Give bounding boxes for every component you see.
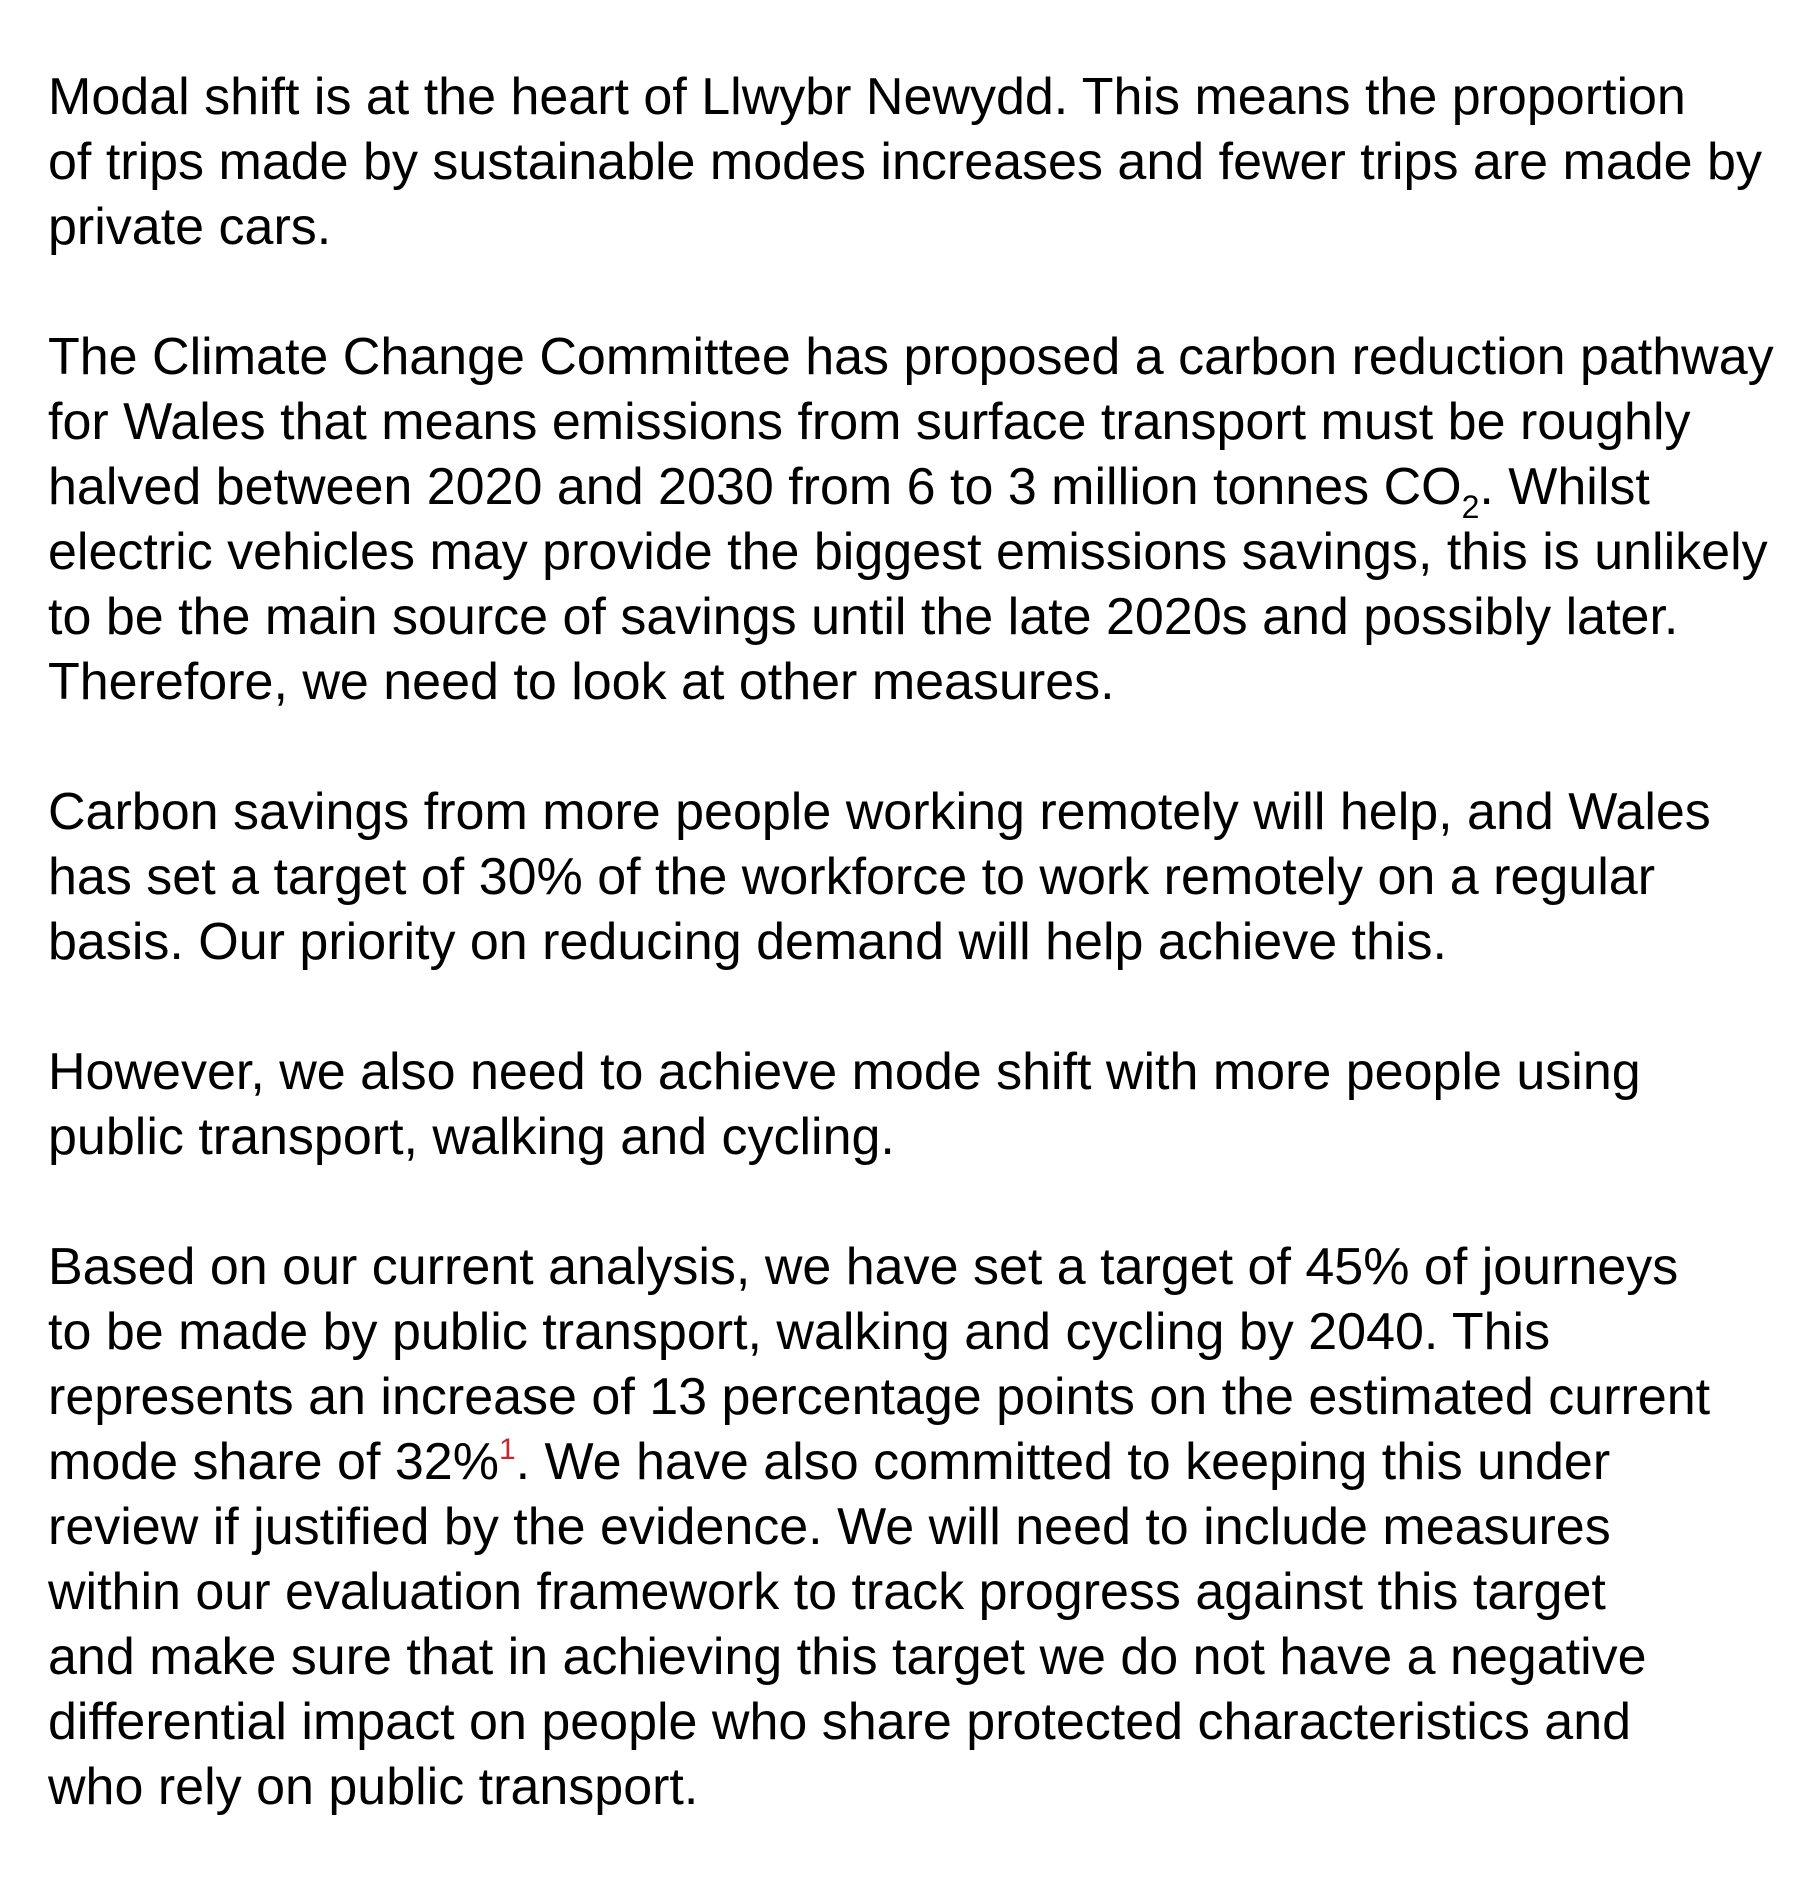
text-line: electric vehicles may provide the biggest emissions savings, this is unlikely [48,523,1768,581]
text-line: basis. Our priority on reducing demand will help achieve this. [48,913,1447,971]
footnote-marker-1[interactable]: 1 [498,1433,516,1466]
paragraph-mode-shift [48,1040,1798,1170]
paragraph-climate-change-committee [48,325,1798,715]
top-margin [48,0,1798,65]
text-line: review if justified by the evidence. We will need to include measures [48,1498,1611,1556]
text-line: Modal shift is at the heart of Llwybr Newydd. This means the proportion [48,68,1686,126]
text-line: Therefore, we need to look at other measures. [48,653,1115,711]
text-line: The Climate Change Committee has proposed a carbon reduction pathway [48,328,1774,386]
paragraph-modal-shift [48,65,1798,260]
text-line: However, we also need to achieve mode shift with more people using [48,1043,1641,1101]
paragraph-gap [48,715,1798,780]
text-line: to be the main source of savings until the late 2020s and possibly later. [48,588,1679,646]
text-line: within our evaluation framework to track progress against this target [48,1563,1606,1621]
subscript-2: 2 [1461,489,1480,525]
paragraph-gap [48,260,1798,325]
text-line: has set a target of 30% of the workforce to work remotely on a regular [48,848,1656,906]
text-run: . Whilst [1479,458,1650,516]
text-line: represents an increase of 13 percentage points on the estimated current [48,1368,1711,1426]
text-line: public transport, walking and cycling. [48,1108,895,1166]
text-line: who rely on public transport. [48,1758,699,1816]
text-run: halved between 2020 and 2030 from 6 to 3 million tonnes CO [48,458,1462,516]
text-line: private cars. [48,198,332,256]
document-page [48,0,1798,1820]
text-line-footnote [48,1430,1798,1495]
text-line: and make sure that in achieving this target we do not have a negative [48,1628,1647,1686]
paragraph-gap [48,975,1798,1040]
paragraph-remote-working [48,780,1798,975]
text-line: for Wales that means emissions from surface transport must be roughly [48,393,1691,451]
text-run: . We have also committed to keeping this under [515,1433,1611,1491]
text-line: to be made by public transport, walking and cycling by 2040. This [48,1303,1551,1361]
text-line: differential impact on people who share protected characteristics and [48,1693,1632,1751]
text-line: Based on our current analysis, we have set a target of 45% of journeys [48,1238,1679,1296]
text-line: Carbon savings from more people working remotely will help, and Wales [48,783,1711,841]
paragraph-target [48,1235,1798,1820]
paragraph-gap [48,1170,1798,1235]
text-line-co2 [48,455,1798,525]
text-run: mode share of 32% [48,1433,499,1491]
text-line: of trips made by sustainable modes increases and fewer trips are made by [48,133,1762,191]
